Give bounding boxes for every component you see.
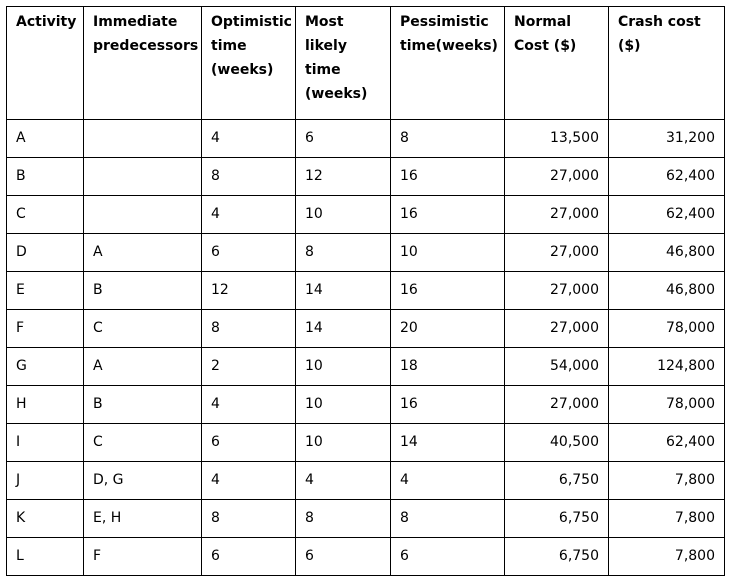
table-row bbox=[7, 120, 725, 158]
crash-cost-cell: 31,200 bbox=[609, 120, 725, 158]
predecessors-cell: E, H bbox=[84, 500, 202, 538]
predecessors-cell bbox=[84, 120, 202, 158]
table-row bbox=[7, 348, 725, 386]
most-likely-time-cell: 10 bbox=[296, 348, 391, 386]
optimistic-time-cell: 2 bbox=[202, 348, 296, 386]
optimistic-time-cell: 6 bbox=[202, 424, 296, 462]
optimistic-time-cell: 6 bbox=[202, 234, 296, 272]
normal-cost-cell: 13,500 bbox=[505, 120, 609, 158]
optimistic-time-cell: 4 bbox=[202, 196, 296, 234]
normal-cost-cell: 6,750 bbox=[505, 500, 609, 538]
header-most-likely-line-4: (weeks) bbox=[305, 86, 368, 102]
header-pessimistic-line-1: Pessimistic bbox=[400, 14, 489, 30]
normal-cost-cell: 54,000 bbox=[505, 348, 609, 386]
crash-cost-cell: 124,800 bbox=[609, 348, 725, 386]
header-normal-cost-line-2: Cost ($) bbox=[514, 38, 577, 54]
most-likely-time-cell: 6 bbox=[296, 538, 391, 576]
pessimistic-time-cell: 16 bbox=[391, 196, 505, 234]
optimistic-time-cell: 8 bbox=[202, 500, 296, 538]
activity-cell: I bbox=[7, 424, 84, 462]
header-optimistic-line-3: (weeks) bbox=[211, 62, 274, 78]
header-crash-cost bbox=[609, 7, 725, 120]
table-row bbox=[7, 462, 725, 500]
pessimistic-time-cell: 16 bbox=[391, 272, 505, 310]
normal-cost-cell: 27,000 bbox=[505, 310, 609, 348]
predecessors-cell: C bbox=[84, 310, 202, 348]
normal-cost-cell: 27,000 bbox=[505, 272, 609, 310]
table-body bbox=[7, 120, 725, 576]
predecessors-cell: C bbox=[84, 424, 202, 462]
header-most-likely-line-1: Most bbox=[305, 14, 344, 30]
crash-cost-cell: 7,800 bbox=[609, 462, 725, 500]
pessimistic-time-cell: 4 bbox=[391, 462, 505, 500]
normal-cost-cell: 6,750 bbox=[505, 462, 609, 500]
header-activity bbox=[7, 7, 84, 120]
crash-cost-cell: 46,800 bbox=[609, 234, 725, 272]
optimistic-time-cell: 12 bbox=[202, 272, 296, 310]
predecessors-cell: A bbox=[84, 234, 202, 272]
crash-cost-cell: 62,400 bbox=[609, 158, 725, 196]
crash-cost-cell: 46,800 bbox=[609, 272, 725, 310]
predecessors-cell bbox=[84, 196, 202, 234]
header-optimistic-line-2: time bbox=[211, 38, 247, 54]
table-container bbox=[6, 6, 725, 576]
pessimistic-time-cell: 6 bbox=[391, 538, 505, 576]
activity-cell: D bbox=[7, 234, 84, 272]
activity-cell: B bbox=[7, 158, 84, 196]
activity-cell: J bbox=[7, 462, 84, 500]
table-row bbox=[7, 538, 725, 576]
activity-table bbox=[6, 6, 725, 576]
most-likely-time-cell: 12 bbox=[296, 158, 391, 196]
pessimistic-time-cell: 20 bbox=[391, 310, 505, 348]
most-likely-time-cell: 10 bbox=[296, 424, 391, 462]
optimistic-time-cell: 4 bbox=[202, 462, 296, 500]
header-immediate-predecessors bbox=[84, 7, 202, 120]
crash-cost-cell: 78,000 bbox=[609, 310, 725, 348]
pessimistic-time-cell: 14 bbox=[391, 424, 505, 462]
most-likely-time-cell: 10 bbox=[296, 386, 391, 424]
header-pessimistic-line-2: time(weeks) bbox=[400, 38, 498, 54]
crash-cost-cell: 78,000 bbox=[609, 386, 725, 424]
activity-cell: L bbox=[7, 538, 84, 576]
crash-cost-cell: 7,800 bbox=[609, 500, 725, 538]
normal-cost-cell: 27,000 bbox=[505, 386, 609, 424]
table-row bbox=[7, 386, 725, 424]
most-likely-time-cell: 14 bbox=[296, 310, 391, 348]
header-normal-cost bbox=[505, 7, 609, 120]
pessimistic-time-cell: 10 bbox=[391, 234, 505, 272]
header-optimistic-line-1: Optimistic bbox=[211, 14, 292, 30]
normal-cost-cell: 40,500 bbox=[505, 424, 609, 462]
crash-cost-cell: 62,400 bbox=[609, 196, 725, 234]
table-row bbox=[7, 234, 725, 272]
most-likely-time-cell: 10 bbox=[296, 196, 391, 234]
header-crash-cost-line-2: ($) bbox=[618, 38, 641, 54]
activity-cell: F bbox=[7, 310, 84, 348]
optimistic-time-cell: 4 bbox=[202, 386, 296, 424]
optimistic-time-cell: 8 bbox=[202, 310, 296, 348]
header-crash-cost-line-1: Crash cost bbox=[618, 14, 701, 30]
header-activity-line-1: Activity bbox=[16, 14, 77, 30]
optimistic-time-cell: 4 bbox=[202, 120, 296, 158]
header-most-likely-time bbox=[296, 7, 391, 120]
most-likely-time-cell: 8 bbox=[296, 234, 391, 272]
activity-cell: E bbox=[7, 272, 84, 310]
predecessors-cell: F bbox=[84, 538, 202, 576]
header-optimistic-time bbox=[202, 7, 296, 120]
header-most-likely-line-3: time bbox=[305, 62, 341, 78]
most-likely-time-cell: 6 bbox=[296, 120, 391, 158]
header-pessimistic-time bbox=[391, 7, 505, 120]
predecessors-cell bbox=[84, 158, 202, 196]
pessimistic-time-cell: 8 bbox=[391, 500, 505, 538]
header-predecessors-line-2: predecessors bbox=[93, 38, 199, 54]
pessimistic-time-cell: 8 bbox=[391, 120, 505, 158]
predecessors-cell: D, G bbox=[84, 462, 202, 500]
optimistic-time-cell: 8 bbox=[202, 158, 296, 196]
predecessors-cell: B bbox=[84, 386, 202, 424]
normal-cost-cell: 6,750 bbox=[505, 538, 609, 576]
table-row bbox=[7, 196, 725, 234]
table-row bbox=[7, 424, 725, 462]
most-likely-time-cell: 8 bbox=[296, 500, 391, 538]
activity-cell: K bbox=[7, 500, 84, 538]
header-row bbox=[7, 7, 725, 120]
normal-cost-cell: 27,000 bbox=[505, 234, 609, 272]
table-row bbox=[7, 310, 725, 348]
activity-cell: A bbox=[7, 120, 84, 158]
header-predecessors-line-1: Immediate bbox=[93, 14, 178, 30]
pessimistic-time-cell: 16 bbox=[391, 386, 505, 424]
pessimistic-time-cell: 16 bbox=[391, 158, 505, 196]
crash-cost-cell: 7,800 bbox=[609, 538, 725, 576]
normal-cost-cell: 27,000 bbox=[505, 158, 609, 196]
normal-cost-cell: 27,000 bbox=[505, 196, 609, 234]
activity-cell: H bbox=[7, 386, 84, 424]
table-row bbox=[7, 500, 725, 538]
header-most-likely-line-2: likely bbox=[305, 38, 347, 54]
table-row bbox=[7, 272, 725, 310]
pessimistic-time-cell: 18 bbox=[391, 348, 505, 386]
activity-cell: C bbox=[7, 196, 84, 234]
predecessors-cell: A bbox=[84, 348, 202, 386]
most-likely-time-cell: 14 bbox=[296, 272, 391, 310]
most-likely-time-cell: 4 bbox=[296, 462, 391, 500]
header-normal-cost-line-1: Normal bbox=[514, 14, 572, 30]
crash-cost-cell: 62,400 bbox=[609, 424, 725, 462]
activity-cell: G bbox=[7, 348, 84, 386]
predecessors-cell: B bbox=[84, 272, 202, 310]
optimistic-time-cell: 6 bbox=[202, 538, 296, 576]
table-row bbox=[7, 158, 725, 196]
